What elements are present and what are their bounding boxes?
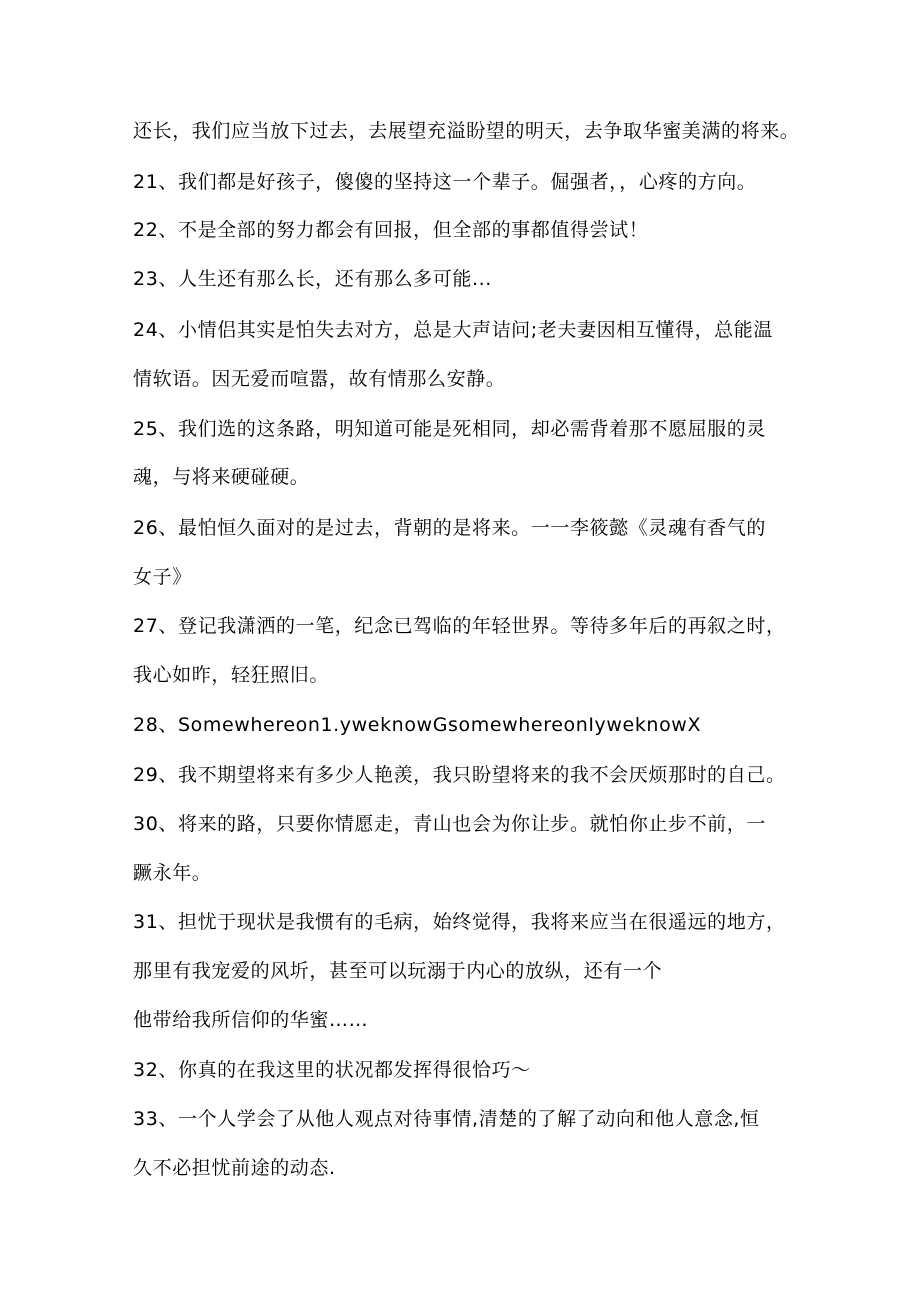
text-line: 久不必担忧前途的动态. — [133, 1157, 336, 1179]
text-line: 22、不是全部的努力都会有回报，但全部的事都值得尝试！ — [133, 219, 649, 241]
text-line: 25、我们选的这条路，明知道可能是死相同，却必需背着那不愿屈服的灵 — [133, 418, 766, 440]
text-line: 31、担忧于现状是我惯有的毛病，始终觉得，我将来应当在很遥远的地方， — [133, 911, 786, 933]
text-line: 那里有我宠爱的风圻，甚至可以玩溺于内心的放纵，还有一个 — [133, 960, 663, 982]
text-line: 蹶永年。 — [133, 862, 212, 884]
text-line: 32、你真的在我这里的状况都发挥得很恰巧～ — [133, 1059, 531, 1081]
text-line: 21、我们都是好孩子，傻傻的坚持这一个辈子。倔强者，，心疼的方向。 — [133, 171, 757, 193]
text-line: 情软语。因无爱而喧嚣，故有情那么安静。 — [133, 368, 506, 390]
text-line: 还长，我们应当放下过去，去展望充溢盼望的明天，去争取华蜜美满的将来。 — [133, 120, 800, 142]
text-line: 24、小情侣其实是怕失去对方，总是大声诘问;老夫妻因相互懂得，总能温 — [133, 319, 773, 341]
text-line: 29、我不期望将来有多少人艳羡，我只盼望将来的我不会厌烦那时的自己。 — [133, 764, 786, 786]
text-line: 魂，与将来硬碰硬。 — [133, 466, 310, 488]
text-line: 33、一个人学会了从他人观点对待事情,清楚的了解了动向和他人意念,恒 — [133, 1108, 760, 1130]
text-line: 女子》 — [133, 566, 192, 588]
text-line: 我心如昨，轻狂照旧。 — [133, 664, 330, 686]
text-line: 他带给我所信仰的华蜜…… — [133, 1009, 369, 1031]
text-line: 26、最怕恒久面对的是过去，背朝的是将来。一一李筱懿《灵魂有香气的 — [133, 517, 766, 539]
text-line: 23、人生还有那么长，还有那么多可能... — [133, 268, 492, 290]
text-line: 30、将来的路，只要你情愿走，青山也会为你让步。就怕你止步不前，一 — [133, 813, 766, 835]
text-line: 27、登记我潇洒的一笔，纪念已驾临的年轻世界。等待多年后的再叙之时， — [133, 615, 786, 637]
text-line: 28、Somewhereon1.yweknowGsomewhereonIyweknowX — [133, 714, 702, 736]
